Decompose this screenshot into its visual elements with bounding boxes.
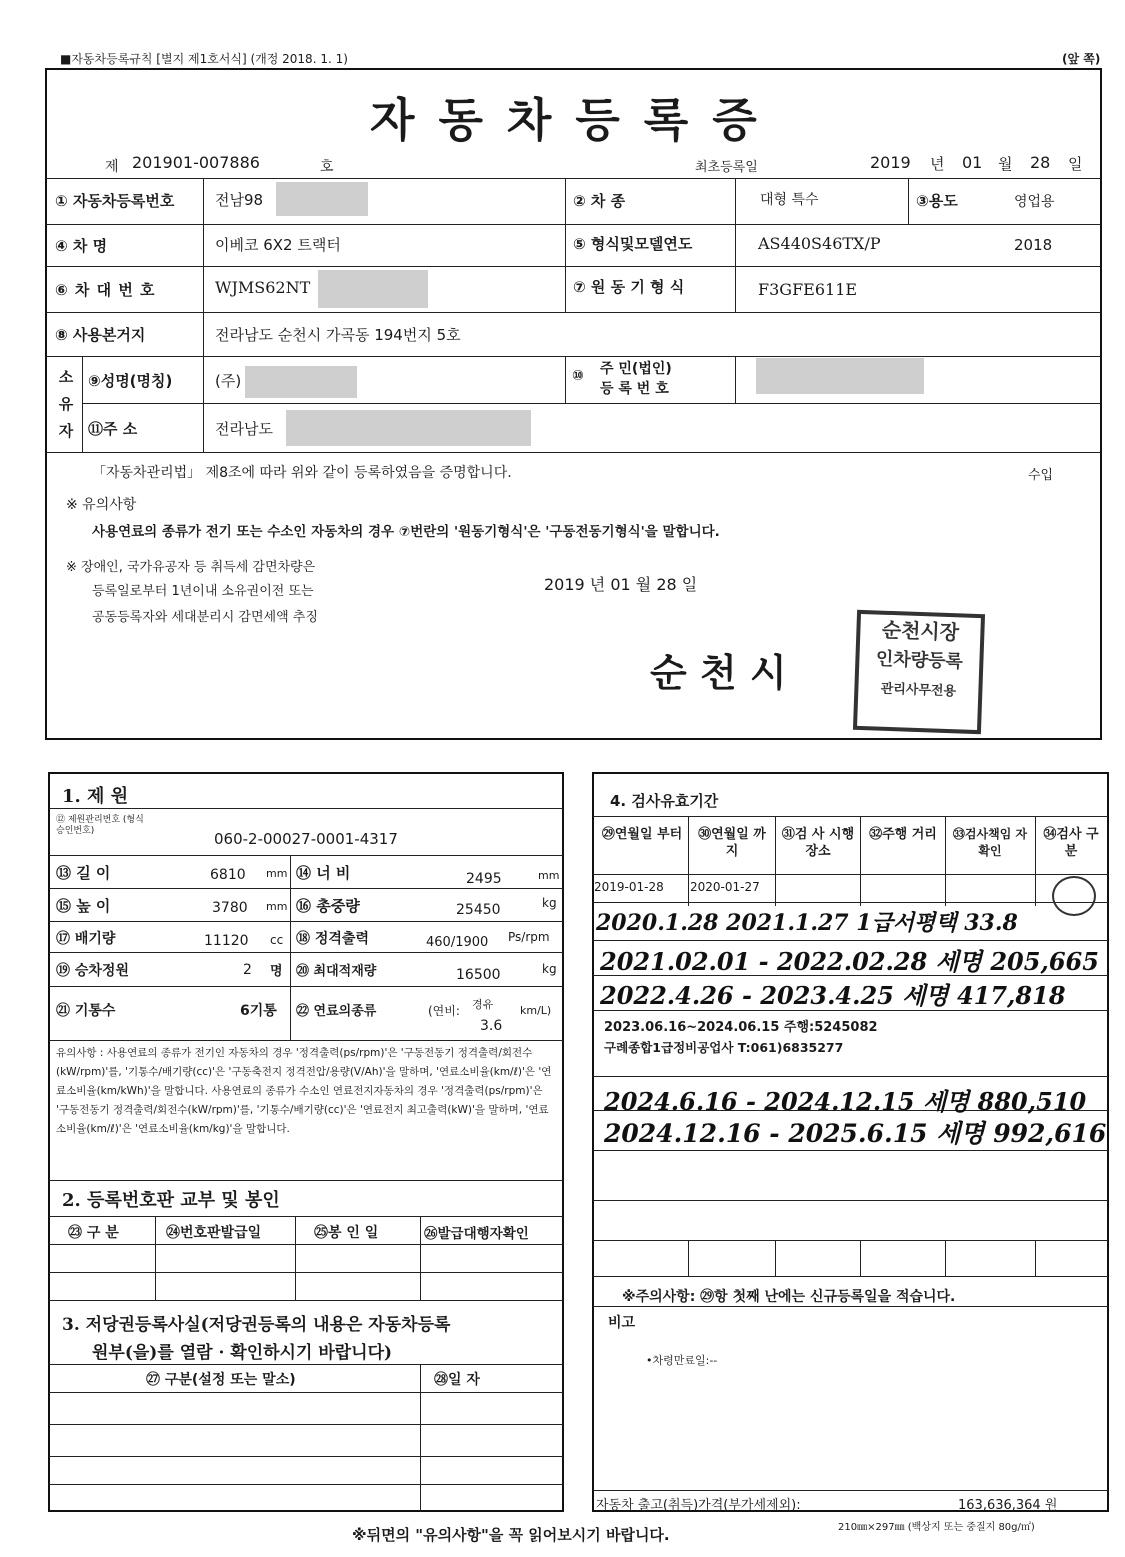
length-label: ⑬ 길 이 bbox=[56, 864, 111, 882]
redaction bbox=[286, 410, 531, 446]
issuer-name: 순 천 시 bbox=[650, 650, 787, 695]
model-label: ⑤ 형식및모델연도 bbox=[573, 235, 693, 253]
seats-value: 2 bbox=[243, 962, 252, 978]
vehicle-age-expiry: •차령만료일:-- bbox=[646, 1354, 718, 1367]
plate-col-seal-date: ㉕봉 인 일 bbox=[314, 1225, 379, 1241]
power-label: ⑱ 정격출력 bbox=[296, 931, 369, 947]
displacement-label: ⑰ 배기량 bbox=[56, 931, 116, 947]
mortgage-title-1: 3. 저당권등록사실(저당권등록의 내용은 자동차등록 bbox=[62, 1315, 451, 1335]
owner-addr-label: ⑪주 소 bbox=[88, 420, 138, 438]
disabled-note-2: 등록일로부터 1년이내 소유권이전 또는 bbox=[92, 584, 314, 599]
certification-statement: 「자동차관리법」 제8조에 따라 위와 같이 등록하였음을 증명합니다. bbox=[92, 465, 512, 481]
handwritten-row-1: 2020.1.28 2021.1.27 1급서평택 33.8 bbox=[596, 910, 1018, 936]
insp-row1-from: 2019-01-28 bbox=[594, 880, 664, 894]
cert-no-label: ⑫ 제원관리번호 (형식승인번호) bbox=[56, 815, 144, 836]
fuel-prefix: (연비: bbox=[428, 1004, 460, 1018]
mortgage-col-date: ㉘일 자 bbox=[434, 1372, 480, 1388]
small-stamp-icon bbox=[1052, 876, 1096, 916]
engine-label: ⑦ 원 동 기 형 식 bbox=[573, 278, 685, 296]
footer-notice: ※뒤면의 "유의사항"을 꼭 읽어보시기 바랍니다. bbox=[352, 1526, 670, 1544]
plate-col-type: ㉓ 구 분 bbox=[68, 1225, 119, 1241]
owner-id-label-2: 등 록 번 호 bbox=[600, 381, 669, 397]
gross-weight-value: 25450 bbox=[456, 902, 501, 918]
handwritten-row-4: 2024.6.16 - 2024.12.15 세명 880,510 bbox=[604, 1087, 1087, 1116]
base-label: ⑧ 사용본거지 bbox=[55, 326, 146, 344]
cylinders-label: ㉑ 기통수 bbox=[56, 1003, 116, 1019]
owner-name-label: ⑨성명(명칭) bbox=[88, 372, 173, 390]
owner-id-label-1: 주 민(법인) bbox=[600, 361, 672, 377]
form-note: ■자동차등록규칙 [별지 제1호서식] (개정 2018. 1. 1) bbox=[60, 52, 348, 66]
width-value: 2495 bbox=[466, 871, 502, 887]
reg-no-label: ① 자동차등록번호 bbox=[55, 192, 175, 210]
cert-no-suffix: 호 bbox=[320, 159, 334, 175]
reg-no-value: 전남98 bbox=[215, 191, 264, 209]
handwritten-row-3: 2022.4.26 - 2023.4.25 세명 417,818 bbox=[600, 981, 1066, 1010]
first-reg-month: 01 bbox=[962, 153, 983, 172]
inspection-stamp-line-1: 2023.06.16~2024.06.15 주행:5245082 bbox=[604, 1020, 878, 1035]
power-value: 460/1900 bbox=[426, 935, 489, 950]
caution-title: ※ 유의사항 bbox=[66, 497, 137, 513]
plate-col-agent: ㉖발급대행자확인 bbox=[424, 1226, 529, 1242]
use-label: ③용도 bbox=[916, 192, 958, 210]
seal-line-1: 순천시장 bbox=[881, 617, 960, 645]
handwritten-row-5: 2024.12.16 - 2025.6.15 세명 992,616 bbox=[604, 1119, 1107, 1148]
redaction bbox=[756, 358, 924, 394]
width-unit: mm bbox=[538, 869, 560, 882]
fuel-type: 경유 bbox=[472, 998, 494, 1011]
insp-col-inspector: ㉝검사책임 자확인 bbox=[952, 827, 1028, 858]
model-year: 2018 bbox=[1014, 236, 1053, 254]
page-title: 자 동 차 등 록 증 bbox=[370, 93, 761, 147]
cylinders-value: 6기통 bbox=[240, 1003, 277, 1019]
owner-addr-value: 전라남도 bbox=[215, 420, 273, 438]
power-unit: Ps/rpm bbox=[508, 930, 550, 944]
redaction bbox=[276, 182, 368, 216]
fee-label: 수입 bbox=[1028, 468, 1054, 483]
gross-weight-label: ⑯ 총중량 bbox=[296, 897, 360, 915]
insp-col-mileage: ㉜주행 거리 bbox=[869, 827, 937, 842]
cert-number: 201901-007886 bbox=[132, 153, 260, 172]
insp-col-type: ㉞검사 구분 bbox=[1043, 827, 1099, 859]
mortgage-col-type: ㉗ 구분(설정 또는 말소) bbox=[146, 1372, 296, 1388]
paper-spec: 210㎜×297㎜ (백상지 또는 중질지 80g/㎡) bbox=[838, 1522, 1035, 1533]
base-value: 전라남도 순천시 가곡동 194번지 5호 bbox=[215, 326, 461, 344]
height-unit: mm bbox=[266, 900, 288, 913]
seal-line-2: 인차량등록 bbox=[875, 648, 964, 673]
first-reg-year-unit: 년 bbox=[930, 155, 945, 173]
vin-label: ⑥ 차 대 번 호 bbox=[55, 281, 156, 299]
caution-text: 사용연료의 종류가 전기 또는 수소인 자동차의 경우 ⑦번란의 '원동기형식'은 '구동전동기형식'을 말합니다. bbox=[92, 524, 720, 540]
insp-col-place: ㉛검 사 시행장소 bbox=[781, 827, 855, 859]
seats-unit: 명 bbox=[270, 964, 283, 979]
owner-name-value: (주) bbox=[215, 372, 242, 390]
insp-col-to: ㉚연월일 까지 bbox=[698, 827, 766, 859]
inspection-title: 4. 검사유효기간 bbox=[610, 792, 719, 810]
engine-value: F3GFE611E bbox=[758, 280, 858, 299]
owner-id-num: ⑩ bbox=[572, 368, 584, 384]
handwritten-row-2: 2021.02.01 - 2022.02.28 세명 205,665 bbox=[600, 947, 1099, 976]
type-value: 대형 특수 bbox=[760, 192, 819, 208]
first-reg-year: 2019 bbox=[870, 153, 911, 172]
spec-title: 1. 제 원 bbox=[62, 786, 129, 807]
price-value: 163,636,364 원 bbox=[958, 1498, 1058, 1513]
max-load-label: ⑳ 최대적재량 bbox=[296, 964, 377, 979]
redaction bbox=[245, 366, 357, 398]
displacement-unit: cc bbox=[270, 933, 284, 947]
height-label: ⑮ 높 이 bbox=[56, 897, 111, 915]
fuel-label: ㉒ 연료의종류 bbox=[296, 1004, 377, 1019]
height-value: 3780 bbox=[212, 900, 248, 916]
spec-note: 유의사항 : 사용연료의 종류가 전기인 자동차의 경우 '정격출력(ps/rpm)'은 '구동전동기 정격출력/회전수(kW/rpm)'를, '기통수/배기량(cc)'은 '구동축전지 정격전압/용량(V/Ah)'을 말하며, '연료소비율(km/ℓ)'은 '연료소비율(km/kWh)'을 말합니다. 사용연료의 종류가 수소인 연료전지자동차의 경우 '정격출력(ps/rpm)'은 '구동전동기 정격출력/회전수(kW/rpm)'를, '기통수/배기량(cc)'은 '연료전지 최고출력(kW)'을 말하며, '연료소비율(km/ℓ)'은 '연료소비율(km/kg)'을 말합니다. bbox=[56, 1047, 552, 1135]
inspection-stamp-line-2: 구례종합1급정비공업사 T:061)6835277 bbox=[604, 1040, 844, 1055]
insp-col-from: ㉙연월일 부터 bbox=[601, 827, 683, 842]
plate-title: 2. 등록번호판 교부 및 봉인 bbox=[62, 1190, 280, 1211]
disabled-note-1: ※ 장애인, 국가유공자 등 취득세 감면차량은 bbox=[66, 560, 316, 575]
page-side: (앞 쪽) bbox=[1062, 52, 1101, 66]
mortgage-title-2: 원부(을)를 열람 · 확인하시기 바랍니다) bbox=[92, 1343, 393, 1363]
seats-label: ⑲ 승차정원 bbox=[56, 963, 129, 979]
max-load-unit: kg bbox=[542, 962, 557, 976]
remark-label: 비고 bbox=[608, 1315, 636, 1331]
name-value: 이베코 6X2 트랙터 bbox=[215, 236, 341, 254]
fuel-value: 3.6 bbox=[480, 1018, 503, 1034]
official-seal bbox=[853, 610, 985, 734]
issue-date: 2019 년 01 월 28 일 bbox=[544, 575, 698, 594]
displacement-value: 11120 bbox=[204, 933, 249, 949]
owner-group-label: 소유자 bbox=[58, 368, 74, 440]
seal-line-3: 관리사무전용 bbox=[880, 681, 957, 700]
inspection-caution: ※주의사항: ㉙항 첫째 난에는 신규등록일을 적습니다. bbox=[622, 1289, 956, 1305]
name-label: ④ 차 명 bbox=[55, 237, 108, 255]
model-value: AS440S46TX/P bbox=[758, 234, 881, 253]
first-reg-day-unit: 일 bbox=[1068, 155, 1083, 173]
max-load-value: 16500 bbox=[456, 967, 501, 983]
plate-col-issue-date: ㉔번호판발급일 bbox=[166, 1225, 262, 1241]
vin-value: WJMS62NT bbox=[215, 278, 311, 297]
type-label: ② 차 종 bbox=[573, 192, 626, 210]
length-unit: mm bbox=[266, 867, 288, 880]
price-label: 자동차 출고(취득)가격(부가세제외): bbox=[596, 1498, 801, 1513]
cert-no-value: 060-2-00027-0001-4317 bbox=[214, 830, 398, 848]
length-value: 6810 bbox=[210, 867, 246, 883]
use-value: 영업용 bbox=[1014, 194, 1055, 210]
cert-no-prefix: 제 bbox=[105, 159, 119, 175]
fuel-unit: km/L) bbox=[520, 1004, 552, 1017]
disabled-note-3: 공동등록자와 세대분리시 감면세액 추징 bbox=[92, 610, 318, 625]
insp-row1-to: 2020-01-27 bbox=[690, 880, 760, 894]
width-label: ⑭ 너 비 bbox=[296, 864, 351, 882]
first-reg-month-unit: 월 bbox=[998, 155, 1013, 173]
gross-weight-unit: kg bbox=[542, 896, 557, 910]
first-reg-label: 최초등록일 bbox=[695, 160, 758, 175]
first-reg-day: 28 bbox=[1030, 153, 1051, 172]
redaction bbox=[318, 270, 428, 308]
